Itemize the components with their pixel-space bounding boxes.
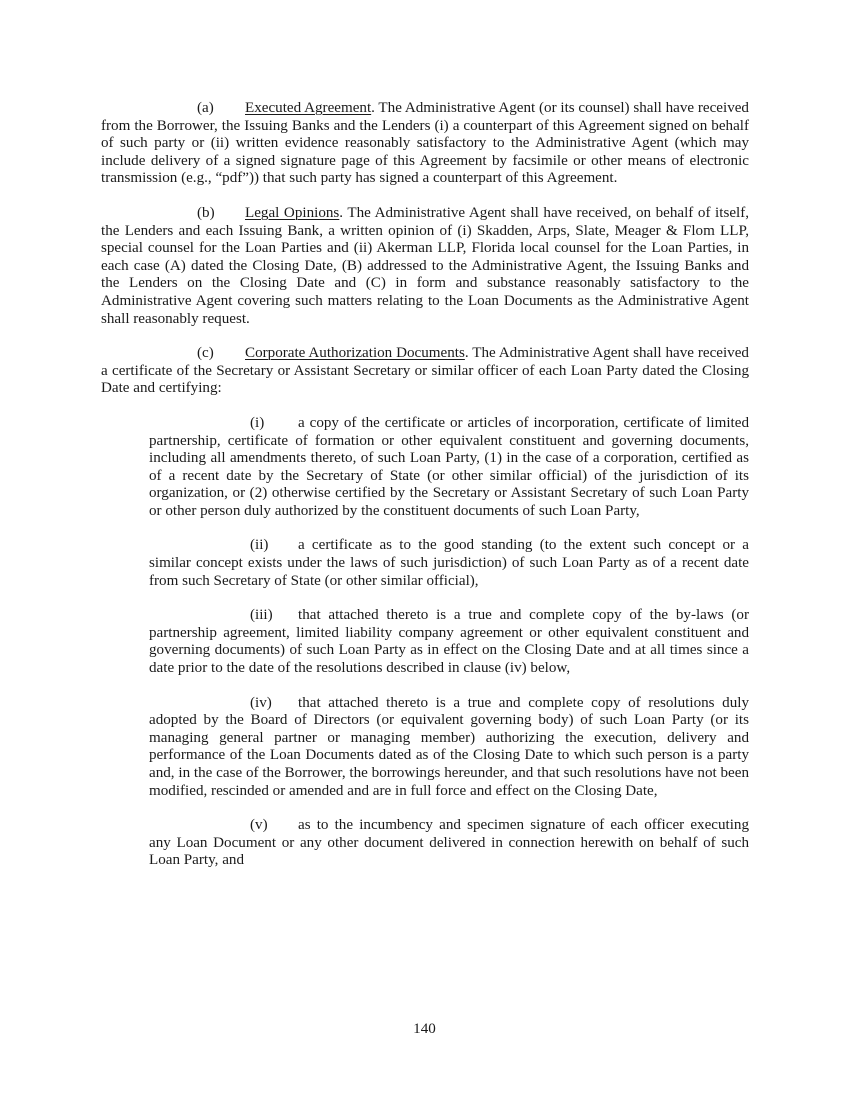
clause-text: a copy of the certificate or articles of incorporation, certificate of limited partnership, certificate of formation or other equivalent constituent and governing documents, including all amendments thereto, of such Loan Party, (1) in the case of a corporation, certified as of a recent date by the Secretary of State (or other similar official) of the jurisdiction of its organization, or (2) otherwise certified by the Secretary or Assistant Secretary of such Loan Party or other person duly authorized by the constituent documents of such Loan Party, [149, 414, 749, 519]
clause-text: that attached thereto is a true and complete copy of resolutions duly adopted by the Board of Directors (or equivalent governing body) of such Loan Party (or its managing general partner or managing member) authorizing the execution, delivery and performance of the Loan Documents dated as of the Closing Date to which such person is a party and, in the case of the Borrower, the borrowings hereunder, and that such resolutions have not been modified, rescinded or amended and are in full force and effect on the Closing Date, [149, 694, 749, 799]
clause-i [149, 415, 749, 521]
clause-marker: (iv) [250, 694, 272, 711]
paragraph-heading: Executed Agreement [245, 100, 372, 116]
clause-iv [149, 695, 749, 801]
clause-text: that attached thereto is a true and complete copy of the by-laws (or partnership agreement, limited liability company agreement or other equivalent constituent and governing documents) of such Loan Party as in effect on the Closing Date and at all times since a date prior to the date of the resolutions described in clause (iv) below, [149, 607, 749, 677]
paragraph-legal-opinions [101, 205, 749, 328]
paragraph-corporate-authorization [101, 345, 749, 398]
paragraph-marker: (c) [197, 345, 214, 362]
document-body [101, 100, 749, 887]
clause-marker: (v) [250, 817, 268, 834]
paragraph-heading: Legal Opinions [245, 204, 340, 221]
clause-ii [149, 537, 749, 590]
paragraph-marker: (a) [197, 100, 214, 116]
clause-text: a certificate as to the good standing (to the extent such concept or a similar concept exists under the laws of such jurisdiction) of such Loan Party as of a recent date from such Secretary of State (or other similar official), [149, 537, 749, 589]
clause-text: as to the incumbency and specimen signature of each officer executing any Loan Document or any other document delivered in connection herewith on behalf of such Loan Party, and [149, 817, 749, 869]
clause-v [149, 817, 749, 870]
clause-marker: (ii) [250, 537, 269, 554]
clause-marker: (i) [250, 414, 265, 431]
paragraph-marker: (b) [197, 204, 215, 221]
page-number: 140 [413, 1021, 436, 1037]
clause-iii [149, 607, 749, 677]
clause-marker: (iii) [250, 607, 273, 624]
paragraph-text: . The Administrative Agent shall have received a certificate of the Secretary or Assistant Secretary or similar officer of each Loan Party dated the Closing Date and certifying: [101, 345, 749, 397]
paragraph-heading: Corporate Authorization Documents [245, 345, 465, 362]
paragraph-text: . The Administrative Agent shall have received, on behalf of itself, the Lenders and each Issuing Bank, a written opinion of (i) Skadden, Arps, Slate, Meager & Flom LLP, special counsel for the Loan Parties and (ii) Akerman LLP, Florida local counsel for the Loan Parties, in each case (A) dated the Closing Date, (B) addressed to the Administrative Agent, the Issuing Banks and the Lenders on the Closing Date and (C) in form and substance reasonably satisfactory to the Administrative Agent covering such matters relating to the Loan Documents as the Administrative Agent shall reasonably request. [101, 204, 750, 327]
paragraph-executed-agreement [101, 100, 749, 188]
paragraph-text: . The Administrative Agent (or its counsel) shall have received from the Borrower, the Issuing Banks and the Lenders (i) a counterpart of this Agreement signed on behalf of such party or (ii) written evidence reasonably satisfactory to the Administrative Agent (which may include delivery of a signed signature page of this Agreement by facsimile or other means of electronic transmission (e.g., “pdf”)) that such party has signed a counterpart of this Agreement. [101, 100, 749, 187]
